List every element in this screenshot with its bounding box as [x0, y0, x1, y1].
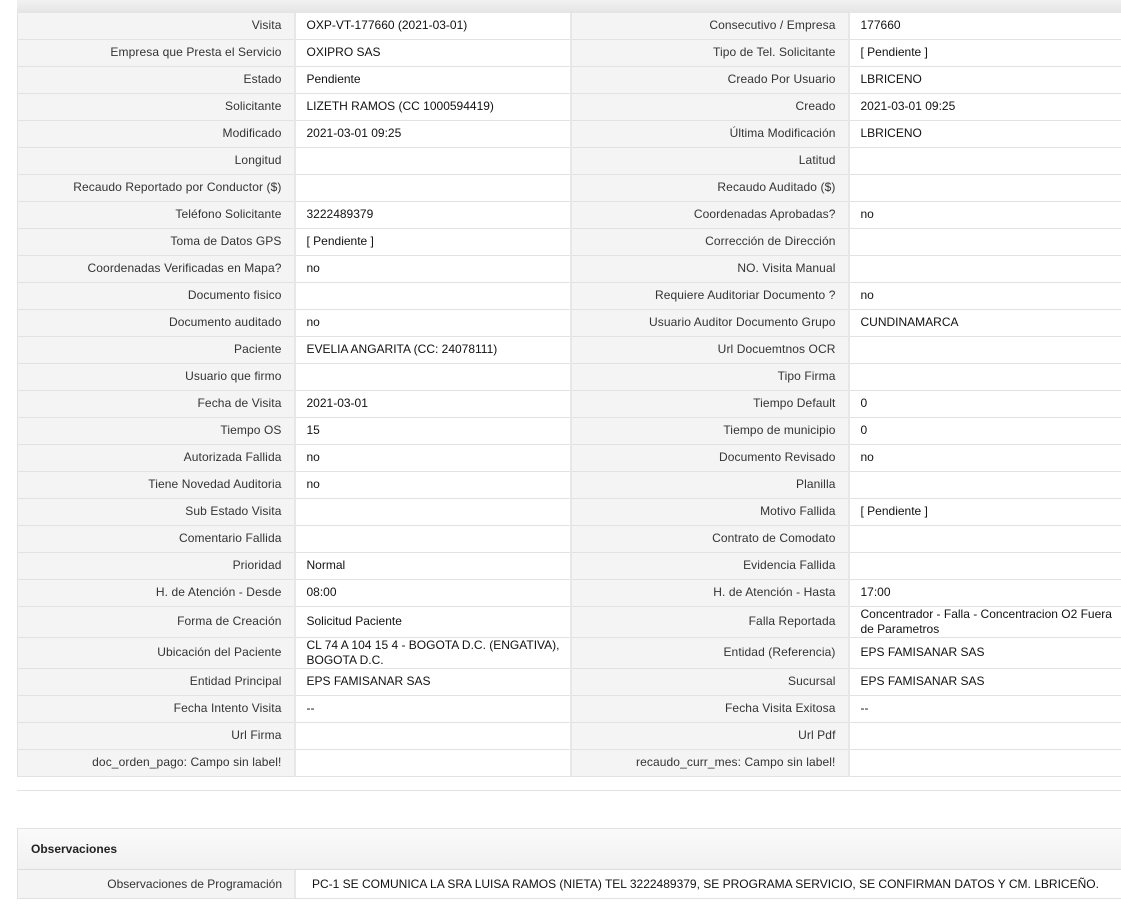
detail-row	[18, 363, 1121, 390]
field-value: 2021-03-01 09:25	[295, 120, 571, 147]
field-label: Última Modificación	[571, 120, 849, 147]
detail-row	[18, 668, 1121, 695]
field-value	[849, 525, 1121, 552]
field-value	[849, 255, 1121, 282]
field-label: Fecha Intento Visita	[18, 695, 295, 722]
field-value: 2021-03-01	[295, 390, 571, 417]
field-value: [ Pendiente ]	[295, 228, 571, 255]
field-value	[295, 282, 571, 309]
field-value	[295, 174, 571, 201]
detail-row	[18, 552, 1121, 579]
detail-row	[18, 749, 1121, 776]
field-value: 17:00	[849, 579, 1121, 606]
detail-row	[18, 417, 1121, 444]
field-label: Falla Reportada	[571, 606, 849, 637]
field-value	[295, 525, 571, 552]
detail-row	[18, 255, 1121, 282]
field-label: Evidencia Fallida	[571, 552, 849, 579]
detail-row	[18, 174, 1121, 201]
field-value: EVELIA ANGARITA (CC: 24078111)	[295, 336, 571, 363]
field-value: OXIPRO SAS	[295, 39, 571, 66]
field-label: doc_orden_pago: Campo sin label!	[18, 749, 295, 776]
field-label: Tipo Firma	[571, 363, 849, 390]
detail-row	[18, 695, 1121, 722]
field-value	[849, 722, 1121, 749]
detail-row	[18, 93, 1121, 120]
observaciones-value: PC-1 SE COMUNICA LA SRA LUISA RAMOS (NIETA) TEL 3222489379, SE PROGRAMA SERVICIO, SE CONFIRMAN DATOS Y CM. LBRICEÑO.	[294, 870, 1121, 898]
detail-row	[18, 147, 1121, 174]
field-value: EPS FAMISANAR SAS	[295, 668, 571, 695]
field-value: 177660	[849, 13, 1121, 39]
field-value: 3222489379	[295, 201, 571, 228]
observaciones-label: Observaciones de Programación	[18, 870, 294, 898]
field-label: H. de Atención - Desde	[18, 579, 295, 606]
field-value: no	[295, 309, 571, 336]
field-value: no	[849, 201, 1121, 228]
detail-row	[18, 637, 1121, 668]
field-label: Usuario Auditor Documento Grupo	[571, 309, 849, 336]
field-value	[849, 228, 1121, 255]
detail-row	[18, 282, 1121, 309]
field-label: Creado Por Usuario	[571, 66, 849, 93]
field-label: NO. Visita Manual	[571, 255, 849, 282]
field-label: Url Docuemtnos OCR	[571, 336, 849, 363]
detail-row	[18, 525, 1121, 552]
field-value	[849, 336, 1121, 363]
field-value: no	[295, 255, 571, 282]
field-label: Toma de Datos GPS	[18, 228, 295, 255]
field-value: 08:00	[295, 579, 571, 606]
detail-row	[18, 722, 1121, 749]
field-label: Autorizada Fallida	[18, 444, 295, 471]
field-label: Empresa que Presta el Servicio	[18, 39, 295, 66]
field-value	[295, 363, 571, 390]
field-value	[295, 498, 571, 525]
field-label: Longitud	[18, 147, 295, 174]
field-value	[295, 147, 571, 174]
field-label: Modificado	[18, 120, 295, 147]
field-label: Documento Revisado	[571, 444, 849, 471]
observaciones-row	[17, 869, 1121, 899]
field-label: Ubicación del Paciente	[18, 637, 295, 668]
field-value: no	[849, 282, 1121, 309]
visit-detail-table	[17, 13, 1121, 777]
detail-row	[18, 390, 1121, 417]
field-value: no	[295, 471, 571, 498]
detail-row	[18, 201, 1121, 228]
field-value: CUNDINAMARCA	[849, 309, 1121, 336]
field-label: Consecutivo / Empresa	[571, 13, 849, 39]
field-label: Latitud	[571, 147, 849, 174]
field-value: Concentrador - Falla - Concentracion O2 Fuera de Parametros	[849, 606, 1121, 637]
detail-row	[18, 13, 1121, 39]
field-value	[849, 552, 1121, 579]
field-value: --	[295, 695, 571, 722]
field-label: Solicitante	[18, 93, 295, 120]
field-label: Recaudo Auditado ($)	[571, 174, 849, 201]
field-value	[849, 363, 1121, 390]
field-label: Tiempo Default	[571, 390, 849, 417]
field-value	[295, 749, 571, 776]
field-label: Documento auditado	[18, 309, 295, 336]
field-value: EPS FAMISANAR SAS	[849, 668, 1121, 695]
field-label: Tipo de Tel. Solicitante	[571, 39, 849, 66]
field-label: Forma de Creación	[18, 606, 295, 637]
detail-row	[18, 336, 1121, 363]
field-value: Pendiente	[295, 66, 571, 93]
field-value: 15	[295, 417, 571, 444]
field-label: Paciente	[18, 336, 295, 363]
detail-row	[18, 120, 1121, 147]
field-label: Coordenadas Aprobadas?	[571, 201, 849, 228]
field-label: H. de Atención - Hasta	[571, 579, 849, 606]
detail-row	[18, 309, 1121, 336]
field-label: Coordenadas Verificadas en Mapa?	[18, 255, 295, 282]
field-value: LBRICENO	[849, 120, 1121, 147]
field-label: Estado	[18, 66, 295, 93]
detail-row	[18, 444, 1121, 471]
field-label: Fecha Visita Exitosa	[571, 695, 849, 722]
field-label: Fecha de Visita	[18, 390, 295, 417]
observaciones-panel	[17, 828, 1121, 899]
field-label: Planilla	[571, 471, 849, 498]
field-label: Comentario Fallida	[18, 525, 295, 552]
observaciones-title: Observaciones	[17, 828, 1121, 869]
field-value: OXP-VT-177660 (2021-03-01)	[295, 13, 571, 39]
panel-top-bar	[17, 0, 1121, 14]
field-label: Visita	[18, 13, 295, 39]
field-label: Usuario que firmo	[18, 363, 295, 390]
field-label: Recaudo Reportado por Conductor ($)	[18, 174, 295, 201]
field-value: 0	[849, 390, 1121, 417]
field-label: Url Firma	[18, 722, 295, 749]
field-value: [ Pendiente ]	[849, 39, 1121, 66]
field-value: LIZETH RAMOS (CC 1000594419)	[295, 93, 571, 120]
field-value: CL 74 A 104 15 4 - BOGOTA D.C. (ENGATIVA), BOGOTA D.C.	[295, 637, 571, 668]
field-label: Entidad (Referencia)	[571, 637, 849, 668]
field-label: Tiene Novedad Auditoria	[18, 471, 295, 498]
field-label: recaudo_curr_mes: Campo sin label!	[571, 749, 849, 776]
field-value: 0	[849, 417, 1121, 444]
field-label: Corrección de Dirección	[571, 228, 849, 255]
field-label: Creado	[571, 93, 849, 120]
detail-row	[18, 228, 1121, 255]
field-value: no	[849, 444, 1121, 471]
field-value: Solicitud Paciente	[295, 606, 571, 637]
detail-row	[18, 39, 1121, 66]
field-value	[849, 471, 1121, 498]
field-label: Tiempo OS	[18, 417, 295, 444]
field-value	[295, 722, 571, 749]
field-value: no	[295, 444, 571, 471]
field-value	[849, 174, 1121, 201]
detail-row	[18, 606, 1121, 637]
field-label: Teléfono Solicitante	[18, 201, 295, 228]
detail-row	[18, 66, 1121, 93]
field-value: [ Pendiente ]	[849, 498, 1121, 525]
field-value: Normal	[295, 552, 571, 579]
field-label: Sub Estado Visita	[18, 498, 295, 525]
detail-row	[18, 471, 1121, 498]
field-label: Url Pdf	[571, 722, 849, 749]
field-value: LBRICENO	[849, 66, 1121, 93]
field-label: Sucursal	[571, 668, 849, 695]
field-label: Entidad Principal	[18, 668, 295, 695]
field-value: EPS FAMISANAR SAS	[849, 637, 1121, 668]
detail-row	[18, 498, 1121, 525]
detail-row	[18, 579, 1121, 606]
field-label: Contrato de Comodato	[571, 525, 849, 552]
visit-detail-body	[18, 13, 1121, 776]
field-label: Requiere Auditoriar Documento ?	[571, 282, 849, 309]
field-value: 2021-03-01 09:25	[849, 93, 1121, 120]
field-label: Documento fisico	[18, 282, 295, 309]
field-label: Motivo Fallida	[571, 498, 849, 525]
field-value: --	[849, 695, 1121, 722]
field-label: Prioridad	[18, 552, 295, 579]
field-label: Tiempo de municipio	[571, 417, 849, 444]
table-bottom-border	[17, 790, 1121, 791]
field-value	[849, 749, 1121, 776]
field-value	[849, 147, 1121, 174]
